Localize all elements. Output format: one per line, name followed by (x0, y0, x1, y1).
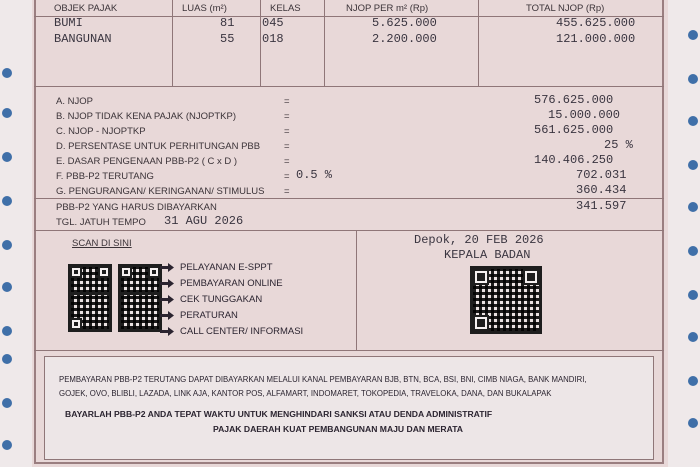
slogan: PAJAK DAERAH KUAT PEMBANGUNAN MAJU DAN MERATA (213, 424, 464, 434)
right-perforation-strip (686, 0, 700, 467)
payment-info-box (44, 356, 654, 460)
calc-label-e: E. DASAR PENGENAAN PBB-P2 ( C x D ) (56, 156, 238, 167)
object-name: BANGUNAN (54, 32, 112, 46)
perforation-hole (688, 376, 698, 386)
payment-reminder: BAYARLAH PBB-P2 ANDA TEPAT WAKTU UNTUK MENGHINDARI SANKSI ATAU DENDA ADMINISTRATIF (65, 409, 493, 419)
sign-title: KEPALA BADAN (444, 248, 531, 262)
calc-equals: = (284, 186, 290, 197)
signature-qr-code[interactable] (470, 266, 542, 334)
sign-place-date: Depok, 20 FEB 2026 (414, 233, 544, 247)
object-name: BUMI (54, 16, 83, 30)
calc-tax-rate: 0.5 % (296, 168, 333, 182)
calc-equals: = (284, 171, 290, 182)
calc-value-b: 15.000.000 (548, 108, 621, 122)
calc-value-a: 576.625.000 (534, 93, 614, 107)
perforation-hole (688, 332, 698, 342)
header-total-njop: TOTAL NJOP (Rp) (526, 3, 605, 14)
due-date-label: TGL. JATUH TEMPO (56, 217, 146, 228)
tax-notice-sheet (32, 0, 668, 467)
arrow-right-icon (160, 263, 174, 272)
perforation-hole (688, 30, 698, 40)
object-njop-m2: 2.200.000 (372, 32, 437, 46)
perforation-hole (2, 398, 12, 408)
perforation-hole (688, 290, 698, 300)
header-njop-per-m2: NJOP PER m² (Rp) (346, 3, 429, 14)
perforation-hole (2, 354, 12, 364)
calc-value-f: 702.031 (576, 168, 627, 182)
qr-code-lower[interactable] (68, 292, 162, 332)
perforation-hole (2, 196, 12, 206)
perforation-hole (688, 202, 698, 212)
divider (478, 0, 479, 86)
divider (34, 230, 664, 231)
left-perforation-strip (0, 0, 14, 467)
divider (172, 0, 173, 86)
object-luas: 81 (220, 16, 235, 30)
perforation-hole (688, 160, 698, 170)
due-date-value: 31 AGU 2026 (164, 214, 244, 228)
scan-item-label: PEMBAYARAN ONLINE (180, 278, 283, 289)
perforation-hole (2, 326, 12, 336)
calc-label-a: A. NJOP (56, 96, 93, 107)
scan-title: SCAN DI SINI (72, 238, 132, 249)
calc-label-d: D. PERSENTASE UNTUK PERHITUNGAN PBB (56, 141, 261, 152)
perforation-hole (2, 240, 12, 250)
calc-value-g: 360.434 (576, 183, 627, 197)
payable-value: 341.597 (576, 199, 627, 213)
calc-value-c: 561.625.000 (534, 123, 614, 137)
perforation-hole (688, 74, 698, 84)
calc-equals: = (284, 96, 290, 107)
object-luas: 55 (220, 32, 235, 46)
scan-item-label: PELAYANAN E-SPPT (180, 262, 273, 273)
perforation-hole (688, 116, 698, 126)
calc-label-c: C. NJOP - NJOPTKP (56, 126, 146, 137)
divider (356, 230, 357, 350)
payment-channels-line1: PEMBAYARAN PBB-P2 TERUTANG DAPAT DIBAYARKAN MELALUI KANAL PEMBAYARAN BJB, BTN, BCA, BSI, BNI, CIMB NIAGA, BANK MANDIRI, (59, 375, 587, 384)
arrow-right-icon (160, 311, 174, 320)
header-luas: LUAS (m²) (182, 3, 227, 14)
calc-value-d: 25 % (604, 138, 633, 152)
perforation-hole (2, 152, 12, 162)
object-total: 455.625.000 (556, 16, 636, 30)
calc-equals: = (284, 141, 290, 152)
calc-label-g: G. PENGURANGAN/ KERINGANAN/ STIMULUS (56, 186, 265, 197)
divider (34, 350, 664, 351)
perforation-hole (2, 282, 12, 292)
arrow-right-icon (160, 295, 174, 304)
object-kelas: 045 (262, 16, 284, 30)
divider (34, 86, 664, 87)
divider (324, 0, 325, 86)
perforation-hole (2, 440, 12, 450)
perforation-hole (2, 108, 12, 118)
arrow-right-icon (160, 327, 174, 336)
calc-label-b: B. NJOP TIDAK KENA PAJAK (NJOPTKP) (56, 111, 237, 122)
calc-label-f: F. PBB-P2 TERUTANG (56, 171, 154, 182)
payable-label: PBB-P2 YANG HARUS DIBAYARKAN (56, 202, 217, 213)
divider (34, 198, 664, 199)
header-objek-pajak: OBJEK PAJAK (54, 3, 118, 14)
calc-value-e: 140.406.250 (534, 153, 614, 167)
scan-item-label: PERATURAN (180, 310, 238, 321)
scan-item-label: CEK TUNGGAKAN (180, 294, 263, 305)
calc-equals: = (284, 156, 290, 167)
perforation-hole (688, 418, 698, 428)
object-total: 121.000.000 (556, 32, 636, 46)
perforation-hole (2, 68, 12, 78)
scan-item-label: CALL CENTER/ INFORMASI (180, 326, 304, 337)
object-njop-m2: 5.625.000 (372, 16, 437, 30)
calc-equals: = (284, 126, 290, 137)
perforation-hole (688, 246, 698, 256)
header-kelas: KELAS (270, 3, 301, 14)
arrow-right-icon (160, 279, 174, 288)
calc-equals: = (284, 111, 290, 122)
payment-channels-line2: GOJEK, OVO, BLIBLI, LAZADA, LINK AJA, KANTOR POS, ALFAMART, INDOMARET, TOKOPEDIA, TRAVELOKA, DANA, DAN BUKALAPAK (59, 389, 552, 398)
divider (260, 0, 261, 86)
object-kelas: 018 (262, 32, 284, 46)
